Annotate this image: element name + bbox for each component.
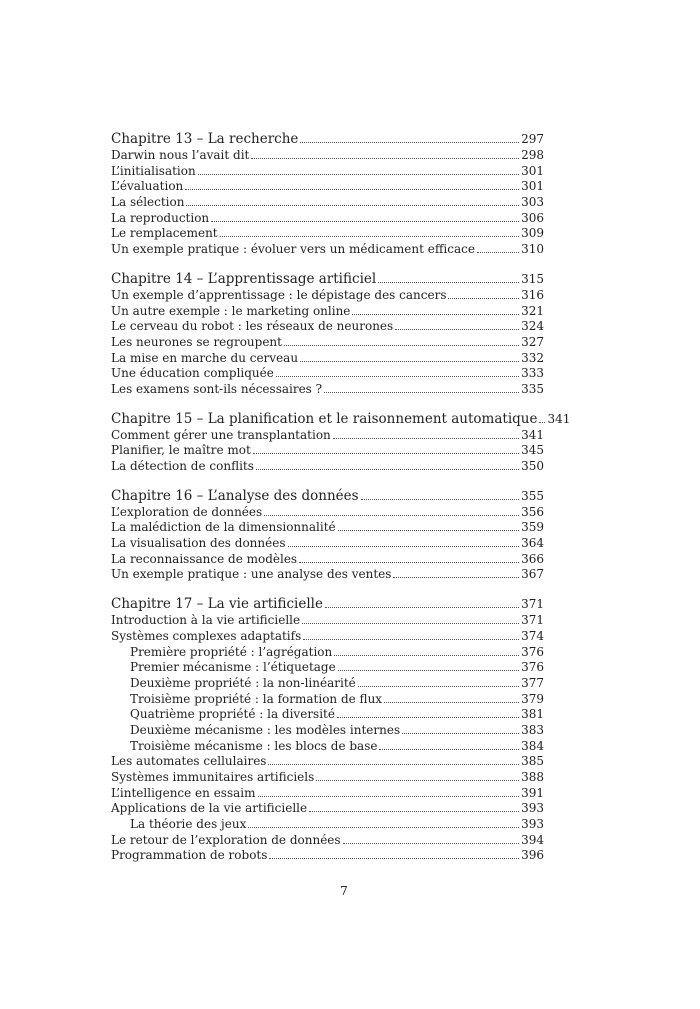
toc-entry bbox=[111, 567, 544, 583]
dot-leader bbox=[333, 438, 519, 439]
toc-subentry bbox=[111, 723, 544, 739]
toc-entry bbox=[111, 786, 544, 802]
toc-page-number: 359 bbox=[521, 520, 544, 535]
toc-page-number: 321 bbox=[521, 303, 544, 318]
toc-entry bbox=[111, 770, 544, 786]
toc-label: Un exemple d’apprentissage : le dépistage des cancers bbox=[111, 287, 447, 302]
dot-leader bbox=[334, 655, 519, 656]
toc-page-number: 391 bbox=[521, 785, 544, 800]
toc-label: Troisième mécanisme : les blocs de base bbox=[130, 738, 378, 753]
toc-page-number: 396 bbox=[521, 848, 544, 863]
toc-label: Chapitre 17 – La vie artificielle bbox=[111, 596, 323, 613]
dot-leader bbox=[220, 236, 519, 237]
toc-page-number: 393 bbox=[521, 801, 544, 816]
dot-leader bbox=[378, 282, 519, 283]
dot-leader bbox=[361, 499, 520, 500]
toc-page-number: 376 bbox=[521, 644, 544, 659]
toc-page-number: 335 bbox=[521, 381, 544, 396]
toc-page-number: 350 bbox=[521, 459, 544, 473]
dot-leader bbox=[384, 702, 519, 703]
toc-page-number: 356 bbox=[521, 504, 544, 519]
toc-page-number: 301 bbox=[521, 179, 544, 194]
toc-subentry bbox=[111, 817, 544, 833]
toc-label: L’évaluation bbox=[111, 179, 184, 194]
toc-page-number: 324 bbox=[521, 319, 544, 334]
toc-page-number: 367 bbox=[521, 567, 544, 582]
toc-page-number: 371 bbox=[521, 597, 544, 612]
toc-label: Chapitre 15 – La planification et le raisonnement automatique bbox=[111, 410, 538, 427]
toc-page-number: 309 bbox=[521, 226, 544, 241]
toc-label: Les automates cellulaires bbox=[111, 754, 267, 769]
toc-entry bbox=[111, 833, 544, 849]
dot-leader bbox=[284, 345, 519, 346]
dot-leader bbox=[395, 329, 519, 330]
toc-page-number: 377 bbox=[521, 675, 544, 690]
toc-page-number: 341 bbox=[521, 427, 544, 442]
toc-page-number: 303 bbox=[521, 195, 544, 210]
dot-leader bbox=[324, 392, 519, 393]
toc-page-number: 374 bbox=[521, 628, 544, 643]
toc-page-number: 394 bbox=[521, 832, 544, 847]
page-number: 7 bbox=[340, 884, 348, 898]
toc-label: Programmation de robots bbox=[111, 848, 268, 863]
dot-leader bbox=[316, 780, 519, 781]
dot-leader bbox=[325, 607, 519, 608]
dot-leader bbox=[276, 376, 519, 377]
toc-page-number: 376 bbox=[521, 660, 544, 675]
toc-page-number: 306 bbox=[521, 210, 544, 225]
toc-subentry bbox=[111, 660, 544, 676]
toc-label: Premier mécanisme : l’étiquetage bbox=[130, 660, 336, 675]
toc-label: La théorie des jeux bbox=[130, 817, 247, 832]
toc-entry bbox=[111, 848, 544, 864]
toc-label: La détection de conflits bbox=[111, 459, 254, 473]
dot-leader bbox=[300, 142, 519, 143]
toc-label: L’intelligence en essaim bbox=[111, 785, 256, 800]
toc-entry bbox=[111, 613, 544, 629]
toc-page-number: 341 bbox=[547, 411, 571, 426]
toc-page-number: 384 bbox=[521, 738, 544, 753]
toc-label: Systèmes complexes adaptatifs bbox=[111, 628, 302, 643]
toc-subentry bbox=[111, 676, 544, 692]
toc-label: Le remplacement bbox=[111, 226, 218, 241]
dot-leader bbox=[352, 314, 519, 315]
toc-page-number: 333 bbox=[521, 366, 544, 381]
toc-entry bbox=[111, 552, 544, 568]
dot-leader bbox=[268, 764, 519, 765]
toc-label: Un exemple pratique : évoluer vers un médicament efficace bbox=[111, 242, 475, 257]
dot-leader bbox=[379, 749, 519, 750]
dot-leader bbox=[337, 717, 519, 718]
toc-label: Darwin nous l’avait dit bbox=[111, 148, 250, 162]
dot-leader bbox=[256, 469, 519, 470]
dot-leader bbox=[338, 670, 519, 671]
toc-chapter bbox=[111, 595, 544, 613]
toc-label: Planifier, le maître mot bbox=[111, 443, 251, 458]
toc-entry bbox=[111, 520, 544, 536]
toc-entry bbox=[111, 459, 544, 475]
toc-subentry bbox=[111, 707, 544, 723]
dot-leader bbox=[251, 158, 519, 159]
toc-label: La mise en marche du cerveau bbox=[111, 350, 299, 365]
toc-page-number: 366 bbox=[521, 551, 544, 566]
toc-chapter bbox=[111, 130, 544, 148]
dot-leader bbox=[299, 562, 519, 563]
dot-leader bbox=[358, 686, 519, 687]
dot-leader bbox=[303, 639, 519, 640]
toc-entry bbox=[111, 629, 544, 645]
toc-label: Chapitre 14 – L’apprentissage artificiel bbox=[111, 270, 377, 287]
dot-leader bbox=[198, 174, 519, 175]
toc-entry bbox=[111, 211, 544, 227]
dot-leader bbox=[300, 361, 519, 362]
toc-label: Troisième propriété : la formation de flux bbox=[130, 691, 383, 706]
dot-leader bbox=[338, 530, 519, 531]
toc-entry bbox=[111, 443, 544, 459]
toc-subentry bbox=[111, 739, 544, 755]
dot-leader bbox=[477, 252, 519, 253]
dot-leader bbox=[539, 422, 545, 423]
dot-leader bbox=[248, 827, 519, 828]
toc-page-number: 364 bbox=[521, 536, 544, 551]
toc-label: Deuxième propriété : la non-linéarité bbox=[130, 675, 356, 690]
toc-page-number: 301 bbox=[521, 163, 544, 178]
toc-entry bbox=[111, 536, 544, 552]
toc-chapter bbox=[111, 487, 544, 505]
toc-entry bbox=[111, 801, 544, 817]
toc-page-number: 310 bbox=[521, 242, 544, 257]
dot-leader bbox=[309, 811, 519, 812]
toc-label: La malédiction de la dimensionnalité bbox=[111, 520, 336, 535]
toc-label: Première propriété : l’agrégation bbox=[130, 644, 333, 659]
toc-label: Le retour de l’exploration de données bbox=[111, 832, 341, 847]
toc-label: Chapitre 16 – L’analyse des données bbox=[111, 487, 359, 504]
toc-page-number: 385 bbox=[521, 754, 544, 769]
dot-leader bbox=[393, 577, 519, 578]
toc-label: Quatrième propriété : la diversité bbox=[130, 707, 335, 722]
toc-page-number: 316 bbox=[521, 287, 544, 302]
toc-chapter bbox=[111, 270, 544, 288]
toc-label: Un autre exemple : le marketing online bbox=[111, 303, 351, 318]
toc-label: L’exploration de données bbox=[111, 504, 263, 519]
toc-page-number: 298 bbox=[521, 148, 544, 162]
toc-label: Introduction à la vie artificielle bbox=[111, 613, 301, 628]
dot-leader bbox=[264, 515, 519, 516]
toc-entry bbox=[111, 148, 544, 164]
dot-leader bbox=[211, 221, 519, 222]
toc-page-number: 345 bbox=[521, 443, 544, 458]
table-of-contents bbox=[111, 130, 571, 864]
toc-entry bbox=[111, 226, 544, 242]
toc-label: Deuxième mécanisme : les modèles internes bbox=[130, 722, 401, 737]
toc-subentry bbox=[111, 692, 544, 708]
dot-leader bbox=[185, 189, 519, 190]
toc-entry bbox=[111, 304, 544, 320]
toc-entry bbox=[111, 366, 544, 382]
toc-label: Les examens sont-ils nécessaires ? bbox=[111, 381, 323, 396]
dot-leader bbox=[288, 546, 520, 547]
toc-entry bbox=[111, 288, 544, 304]
toc-page-number: 371 bbox=[521, 613, 544, 628]
toc-entry bbox=[111, 164, 544, 180]
toc-entry bbox=[111, 351, 544, 367]
toc-label: Chapitre 13 – La recherche bbox=[111, 131, 299, 147]
dot-leader bbox=[269, 858, 519, 859]
toc-page-number: 393 bbox=[521, 817, 544, 832]
dot-leader bbox=[186, 205, 519, 206]
toc-label: L’initialisation bbox=[111, 163, 196, 178]
toc-entry bbox=[111, 179, 544, 195]
toc-label: Comment gérer une transplantation bbox=[111, 427, 331, 442]
toc-page-number: 297 bbox=[521, 132, 544, 146]
toc-chapter bbox=[111, 410, 571, 428]
toc-entry bbox=[111, 195, 544, 211]
toc-entry bbox=[111, 319, 544, 335]
toc-label: Le cerveau du robot : les réseaux de neurones bbox=[111, 319, 394, 334]
toc-label: Un exemple pratique : une analyse des ventes bbox=[111, 567, 392, 582]
toc-page-number: 381 bbox=[521, 707, 544, 722]
toc-entry bbox=[111, 242, 544, 258]
toc-page-number: 332 bbox=[521, 350, 544, 365]
toc-subentry bbox=[111, 645, 544, 661]
toc-page-number: 383 bbox=[521, 722, 544, 737]
dot-leader bbox=[402, 733, 519, 734]
toc-label: La reconnaissance de modèles bbox=[111, 551, 298, 566]
toc-label: La sélection bbox=[111, 195, 185, 210]
toc-label: Applications de la vie artificielle bbox=[111, 801, 308, 816]
toc-page-number: 315 bbox=[521, 271, 544, 286]
toc-label: Les neurones se regroupent bbox=[111, 334, 282, 349]
toc-page-number: 388 bbox=[521, 770, 544, 784]
dot-leader bbox=[258, 796, 520, 797]
toc-label: Systèmes immunitaires artificiels bbox=[111, 770, 315, 784]
toc-label: Une éducation compliquée bbox=[111, 366, 274, 381]
dot-leader bbox=[302, 623, 519, 624]
toc-label: La reproduction bbox=[111, 210, 210, 225]
toc-page-number: 355 bbox=[521, 488, 544, 503]
toc-entry bbox=[111, 382, 544, 398]
dot-leader bbox=[343, 843, 520, 844]
toc-page-number: 379 bbox=[521, 691, 544, 706]
dot-leader bbox=[448, 298, 519, 299]
toc-entry bbox=[111, 335, 544, 351]
toc-page-number: 327 bbox=[521, 334, 544, 349]
toc-entry bbox=[111, 428, 544, 444]
toc-entry bbox=[111, 505, 544, 521]
toc-entry bbox=[111, 754, 544, 770]
toc-label: La visualisation des données bbox=[111, 536, 286, 551]
dot-leader bbox=[253, 453, 519, 454]
